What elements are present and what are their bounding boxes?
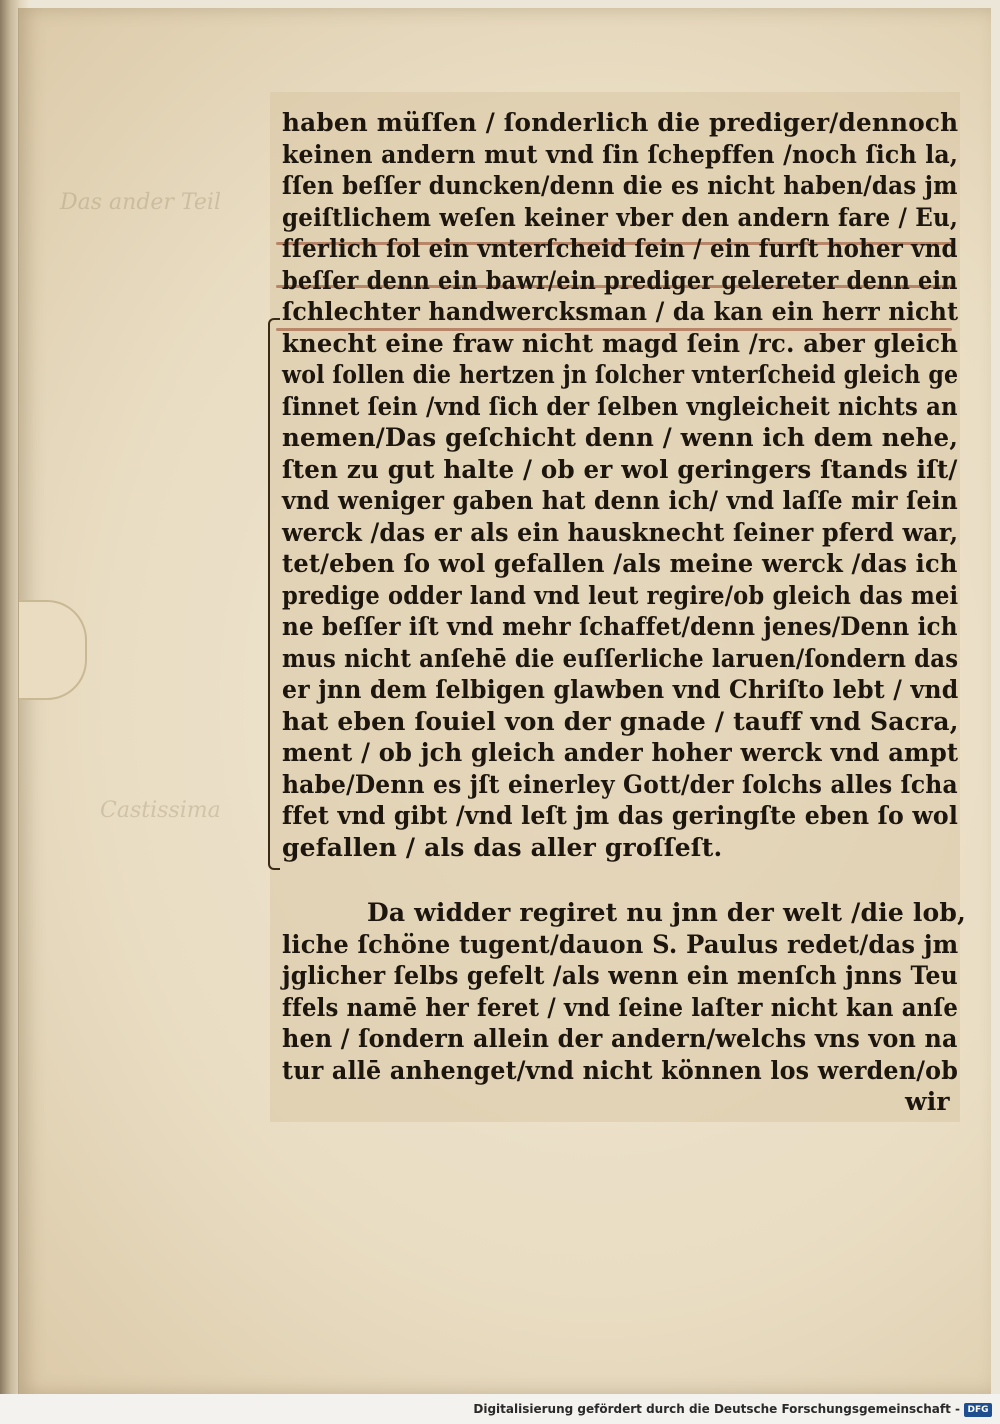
text-line: liche ſchöne tugent/dauon S. Paulus redet/das jm xyxy=(282,929,959,959)
text-line: ffet vnd gibt /vnd leſt jm das geringſte eben ſo wol xyxy=(282,801,959,830)
text-line: er jnn dem ſelbigen glawben vnd Chriſto lebt / vnd xyxy=(282,675,959,704)
text-line: ffels namē her feret / vnd ſeine laſter nicht kan anſe xyxy=(282,992,959,1022)
margin-bracket xyxy=(268,318,280,870)
text-line: beſſer denn ein bawr/ein prediger gelereter denn ein xyxy=(282,265,958,295)
text-line: ſchlechter handwercksman / da kan ein herr nicht xyxy=(282,297,959,326)
text-line: wol ſollen die hertzen jn ſolcher vnterſcheid gleich ge xyxy=(282,360,959,389)
footer-credit: Digitalisierung gefördert durch die Deutsche Forschungsgemeinschaft - xyxy=(473,1402,960,1416)
text-line: jglicher ſelbs gefelt /als wenn ein menſch jnns Teu xyxy=(282,961,959,990)
text-line: gefallen / als das aller groſſeſt. xyxy=(282,832,723,862)
text-line: predige odder land vnd leut regire/ob gleich das mei xyxy=(282,580,959,610)
text-line: haben müſſen / ſonderlich die prediger/dennoch xyxy=(282,108,959,137)
text-line: ſſerlich ſol ein vnterſcheid ſein / ein furſt hoher vnd xyxy=(282,234,958,263)
text-line: ſten zu gut halte / ob er wol geringers ſtands iſt/ xyxy=(282,454,958,484)
page-fold-tab xyxy=(19,600,87,700)
bleed-through-note-top: Das ander Teil xyxy=(60,190,221,215)
text-line: vnd weniger gaben hat denn ich/ vnd laſſe mir ſein xyxy=(282,486,958,515)
text-line: keinen andern mut vnd ſin ſchepffen /noch ſich la, xyxy=(282,139,959,169)
text-line: ſſen beſſer duncken/denn die es nicht haben/das jm xyxy=(282,171,958,200)
text-line: Da widder regiret nu jnn der welt /die lob, xyxy=(367,898,966,927)
text-line: hat eben ſouiel von der gnade / tauff vnd Sacra, xyxy=(282,706,959,736)
text-line: ne beſſer iſt vnd mehr ſchaffet/denn jenes/Denn ich xyxy=(282,612,958,641)
text-line: werck /das er als ein hausknecht ſeiner pferd war, xyxy=(282,517,959,547)
footer-bar xyxy=(0,1394,1000,1424)
bleed-through-note-mid: Castissima xyxy=(100,798,221,823)
dfg-logo: DFG xyxy=(964,1403,992,1417)
text-line: habe/Denn es jſt einerley Gott/der ſolchs alles ſcha xyxy=(282,769,958,799)
text-line: ſinnet ſein /vnd ſich der ſelben vngleicheit nichts an xyxy=(282,391,958,421)
text-line: tur allē anhenget/vnd nicht können los werden/ob xyxy=(282,1055,959,1085)
text-line: mus nicht anſehē die euſſerliche laruen/ſondern das xyxy=(282,643,959,673)
text-line: nemen/Das geſchicht denn / wenn ich dem nehe, xyxy=(282,423,959,452)
text-line: wir xyxy=(905,1087,950,1116)
text-line: tet/eben ſo wol gefallen /als meine werck /das ich xyxy=(282,549,958,578)
text-line: hen / ſondern allein der andern/welchs vns von na xyxy=(282,1024,958,1053)
text-line: knecht eine fraw nicht magd ſein /rc. aber gleich xyxy=(282,328,959,358)
text-line: geiſtlichem weſen keiner vber den andern fare / Eu, xyxy=(282,202,959,232)
text-line: ment / ob jch gleich ander hoher werck vnd ampt xyxy=(282,738,959,767)
